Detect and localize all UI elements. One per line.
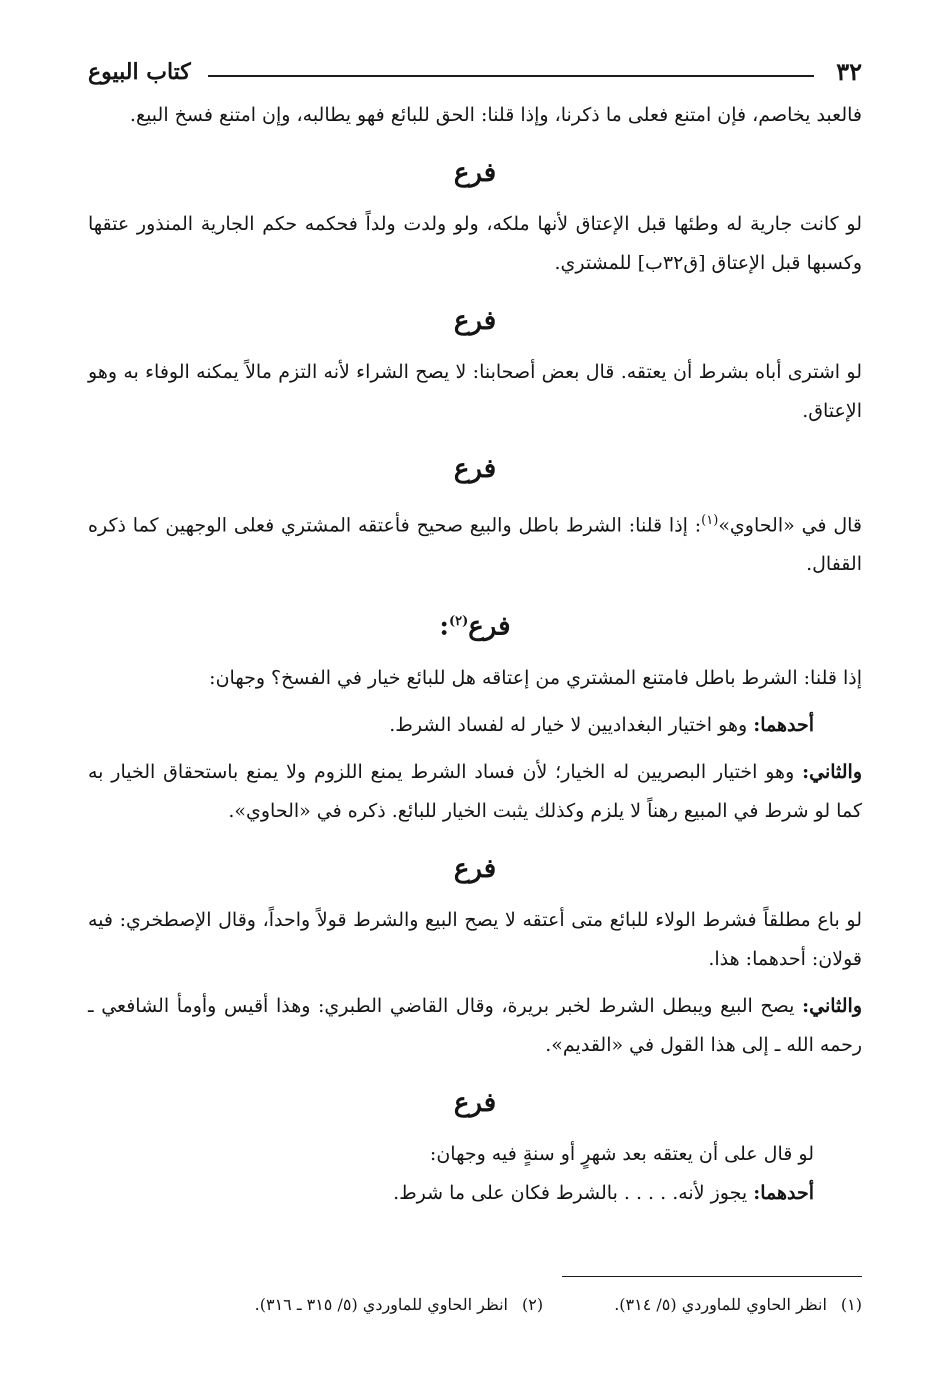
footnote-ref-2: (٢) bbox=[449, 614, 469, 630]
running-head bbox=[88, 54, 862, 90]
footnote-line bbox=[88, 1291, 862, 1319]
page-number: ٣٢ bbox=[836, 57, 862, 86]
section-heading: فرع bbox=[453, 853, 497, 884]
footnote-text: انظر الحاوي للماوردي (٥/ ٣١٤). bbox=[614, 1295, 827, 1314]
item-label: والثاني: bbox=[802, 760, 862, 783]
paragraph bbox=[88, 1174, 862, 1213]
paragraph bbox=[88, 753, 862, 831]
section-heading: فرع bbox=[453, 1087, 497, 1118]
book-title: كتاب البيوع bbox=[88, 59, 191, 85]
heading-colon: : bbox=[439, 611, 449, 642]
header-rule bbox=[208, 75, 814, 77]
item-label: أحدهما: bbox=[753, 1181, 814, 1204]
footnote-ref-1: (١) bbox=[701, 513, 719, 528]
footnote-1 bbox=[600, 1291, 862, 1319]
section-heading: فرع bbox=[453, 454, 497, 484]
paragraph: لو اشترى أباه بشرط أن يعتقه. قال بعض أصحابنا: لا يصح الشراء لأنه التزم مالاً يمكنه الوفاء به وهو الإعتاق. bbox=[88, 361, 862, 422]
footnote-number: (٢) bbox=[522, 1295, 544, 1314]
heading-text: فرع bbox=[468, 611, 511, 642]
footnote-text: انظر الحاوي للماوردي (٥/ ٣١٥ ـ ٣١٦). bbox=[254, 1295, 508, 1314]
paragraph bbox=[88, 501, 862, 584]
paragraph-text: وهو اختيار البصريين له الخيار؛ لأن فساد الشرط يمنع اللزوم ولا يمنع باستحقاق الخيار به كما لو شرط في المبيع رهناً لا يلزم وكذلك يثبت الخيار للبائع. ذكره في «الحاوي». bbox=[88, 760, 862, 822]
paragraph: لو قال على أن يعتقه بعد شهرٍ أو سنةٍ فيه وجهان: bbox=[429, 1142, 814, 1165]
footnote-2 bbox=[241, 1291, 543, 1319]
footnotes bbox=[88, 1276, 862, 1319]
paragraph: لو كانت جارية له وطئها قبل الإعتاق لأنها ملكه، ولو ولدت ولداً فحكمه حكم الجارية المنذور عتقها وكسبها قبل الإعتاق [ق٣٢ب] للمشتري. bbox=[88, 213, 862, 274]
paragraph bbox=[88, 706, 862, 745]
page bbox=[88, 0, 862, 1373]
paragraph-text: يصح البيع ويبطل الشرط لخبر بريرة، وقال القاضي الطبري: وهذا أقيس وأومأ الشافعي ـ رحمه الله ـ إلى هذا القول في «القديم». bbox=[88, 994, 862, 1056]
item-label: أحدهما: bbox=[753, 713, 814, 736]
section-heading bbox=[88, 602, 862, 647]
item-label: والثاني: bbox=[802, 994, 862, 1017]
paragraph: فالعبد يخاصم، فإن امتنع فعلى ما ذكرنا، وإذا قلنا: الحق للبائع فهو يطالبه، وإن امتنع فسخ البيع. bbox=[129, 104, 862, 126]
paragraph-text: وهو اختيار البغداديين لا خيار له لفساد الشرط. bbox=[389, 713, 754, 736]
footnote-rule bbox=[562, 1276, 862, 1277]
paragraph: إذا قلنا: الشرط باطل فامتنع المشتري من إعتاقه هل للبائع خيار في الفسخ؟ وجهان: bbox=[209, 666, 862, 689]
section-heading: فرع bbox=[453, 306, 497, 336]
body-text bbox=[88, 96, 862, 1213]
paragraph bbox=[88, 987, 862, 1065]
paragraph-text: : إذا قلنا: الشرط باطل والبيع صحيح فأعتقه المشتري فعلى الوجهين كما ذكره القفال. bbox=[88, 514, 862, 576]
paragraph-text: قال في «الحاوي» bbox=[718, 514, 862, 537]
footnote-number: (١) bbox=[840, 1295, 862, 1314]
section-heading: فرع bbox=[453, 158, 497, 188]
paragraph-text: يجوز لأنه. . . . . بالشرط فكان على ما شرط. bbox=[393, 1181, 754, 1204]
paragraph: لو باع مطلقاً فشرط الولاء للبائع متى أعتقه لا يصح البيع والشرط قولاً واحداً، وقال الإصطخري: فيه قولان: أحدهما: هذا. bbox=[88, 908, 862, 970]
